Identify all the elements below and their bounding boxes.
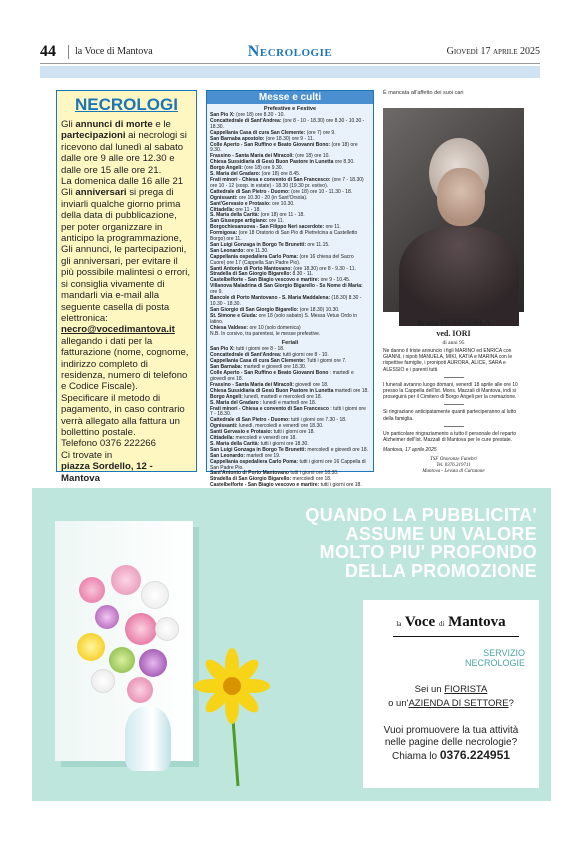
- church-name: Colle Aperto - San Ruffino e Beato Giovanni Bono:: [210, 141, 331, 148]
- ad-promo: [363, 725, 539, 763]
- headline-line: MOLTO PIU' PROFONDO: [319, 542, 537, 562]
- info-phone: Telefono 0376 222266: [61, 438, 156, 450]
- obituary-paragraph: Ne danno il triste annuncio i figli MARINO ed ENRICA con GIANNI, i nipoti MANUELA, MIKI, KATIA e MARINA con le rispettive famiglie, i pronipoti AURORA, ALICE, SARA e ALESSIO e i parenti tutti.: [383, 348, 513, 373]
- flower-green: [109, 647, 135, 673]
- flower-frame: [55, 521, 193, 761]
- text-bold: partecipazioni: [61, 130, 126, 142]
- feriali-subtitle: Feriali: [281, 340, 299, 347]
- mass-times: (ore 18.30) 10.30.: [298, 306, 340, 313]
- info-paragraph-sunday: La domenica dalle 16 alle 21: [61, 176, 184, 188]
- funeral-home-phone: Tel. 0376.319711: [436, 463, 471, 469]
- mass-times: ore 10 (solo domenica): [248, 324, 301, 331]
- ad-card: [363, 600, 539, 788]
- masses-title: Messe e culti: [207, 91, 373, 104]
- church-name: Cattedrale di San Pietro - Duomo:: [210, 188, 290, 195]
- church-name: Formigosa:: [210, 230, 238, 237]
- church-name: San Leonardo:: [210, 247, 246, 254]
- logo-underline: [393, 636, 519, 637]
- obituary-caption: È mancata all'affetto dei suoi cari: [383, 90, 464, 96]
- obituary-notice: [383, 90, 524, 475]
- church-name: Chiesa Sussidiaria di Gesù Buon Pastore in Lunetta: [210, 159, 334, 166]
- newspaper-logo: [363, 614, 539, 631]
- promo-line: nelle pagine delle necrologie?: [384, 737, 518, 748]
- church-name: Bancole di Porto Mantovano - S. Maria Maddalena:: [210, 295, 331, 302]
- church-name: Chiesa Valdese:: [210, 324, 249, 331]
- obituary-paragraph: I funerali avranno luogo domani, venerdì 18 aprile alle ore 10 presso la Cappella dell'Ist. Mons. Mazzali di Mantova, indi si proseguirà per il Cimitero di Borgo Angeli per la cremazione.: [383, 381, 518, 401]
- mass-times: (ore 16 chiesa del Sacro Cuore) ore 17 (Cappella San Padre Pio).: [210, 253, 354, 266]
- church-name: Chiesa Sussidiaria di Gesù Buon Pastore in Lunetta: [210, 387, 334, 394]
- text-bold: annunci di morte: [75, 119, 153, 130]
- mass-times: N.B. In corsivo, tra parentesi, le messe prefestive.: [210, 330, 321, 337]
- mass-times: tutti i giorni ore 18.: [319, 482, 362, 489]
- flower-white: [155, 617, 179, 641]
- church-name: Villanova Maladrina di San Giorgio Bigarello - Ss Nome di Maria:: [210, 283, 363, 290]
- mass-times: tutti giorni ore 8 - 10.: [281, 352, 329, 359]
- logo-la: la: [396, 620, 402, 628]
- church-name: San Barnaba:: [210, 364, 243, 371]
- church-name: Concattedrale di Sant'Andrea:: [210, 352, 282, 359]
- mass-times: tutti i giorni ore 18.30.: [259, 440, 309, 447]
- page-header: [40, 40, 540, 64]
- deceased-age: di anni 95: [442, 340, 465, 346]
- mass-times: martedì ore 19.: [245, 452, 281, 459]
- church-name: S. Maria del Gradaro:: [210, 171, 261, 178]
- mass-times: (ore 18) ore 10.: [293, 153, 330, 160]
- vase: [125, 707, 171, 771]
- church-name: Sant'Gervasio e Protasio:: [210, 200, 271, 207]
- mass-times: lunedì, mercoledì e venerdì ore 18.30.: [237, 423, 324, 430]
- church-name: St. Simone e Giuda:: [210, 312, 258, 319]
- mass-times: mercoledì e giovedì ore 18.: [306, 446, 368, 453]
- feriali-list: [207, 346, 373, 507]
- mass-times: (ore 7) ore 9.: [305, 129, 336, 136]
- mass-times: (ore 18 Oratorio di San Pio di Pietrelcina a Castelletto Borgo) ore 11.: [210, 230, 358, 243]
- mass-times: tutti i giorni ore 18.30.: [288, 470, 339, 477]
- mass-times: (ore 18) ore 8.45.: [260, 171, 301, 178]
- church-name: Cappellania ospedaliera Carlo Poma:: [210, 253, 299, 260]
- church-name: Castelbelforte - San Biagio vescovo e martire:: [210, 277, 320, 284]
- mass-times: martedì e giovedì ore 18.30.: [242, 364, 307, 371]
- mass-times: tutti i giorni ore 18.: [272, 429, 315, 436]
- text-underlined: FIORISTA: [444, 684, 488, 695]
- mass-times: (ore 18) ore 9.30.: [242, 165, 283, 172]
- church-name: Ognissanti:: [210, 423, 238, 430]
- info-paragraph-billing: allegando i dati per la fatturazione (nome, cognome, indirizzo completo di residenza, numero di telefono e Codice Fiscale).: [61, 335, 189, 393]
- mass-times: : martedì e giovedì ore 18.: [210, 370, 354, 382]
- church-name: Concattedrale di Sant'Andrea:: [210, 117, 282, 124]
- text-fragment: Gli: [61, 119, 76, 130]
- obituary-paragraph: Si ringraziano anticipatamente quanti parteciperanno al lutto della famiglia.: [383, 409, 517, 422]
- church-name: Stradella di San Giorgio Bigarello:: [210, 271, 292, 278]
- header-divider: [68, 45, 69, 59]
- text-underlined: AZIENDA DI SETTORE: [408, 698, 509, 709]
- divider: [444, 404, 464, 405]
- church-name: San Giuseppe artigiano:: [210, 218, 268, 225]
- festive-subtitle: Prefestive e Festive: [263, 106, 317, 112]
- church-name: Frassino - Santa Maria dei Miracoli:: [210, 153, 294, 160]
- address-bold: piazza Sordello, 12 - Mantova: [61, 461, 153, 484]
- service-label: [465, 648, 525, 668]
- text-bold: anniversari: [75, 187, 127, 199]
- photo-shoulders: [399, 226, 519, 326]
- mass-times: (ore 18) ore 8.30 - 10.: [234, 112, 285, 118]
- deceased-name: Bruna SGANZERLA: [416, 318, 491, 327]
- mass-times: tutti i giorni ore 7.30 - 18.: [289, 417, 347, 424]
- mass-times: (ore 18) ore 10 - 11.30 - 18.: [289, 188, 353, 195]
- advertisement: [32, 488, 551, 801]
- mass-times: giovedì ore 18.: [293, 381, 329, 388]
- mass-times: ore 11 - 18.: [234, 206, 261, 213]
- photo-face: [437, 168, 485, 226]
- mass-times: (18.30) 8.30 - 10.30 - 18.30.: [210, 295, 362, 307]
- church-name: Borgochiesanuova - San Filippo Neri sacerdote:: [210, 224, 325, 231]
- funeral-home-name: TSF Onoranze Funebri: [430, 457, 477, 463]
- text-fragment: ai necrologi si ricevono dal lunedì al sabato dalle ore 9 alle ore 12.30 e dalle ore 15 alle ore 21.: [61, 130, 187, 176]
- deceased-photo: [383, 108, 524, 312]
- church-name: Frati minori - Chiesa e convento di San Francesco:: [210, 176, 331, 183]
- promo-call-line: [363, 749, 539, 763]
- info-paragraph-anniversary: [61, 187, 192, 244]
- mass-times: (ore 8 - 10 - 18.30) ore 8.30 - 10.30 - 18.30.: [210, 117, 365, 130]
- flower-white: [91, 669, 115, 693]
- church-name: San Giorgio di San Giorgio Bigarello:: [210, 306, 299, 313]
- masses-column: [206, 90, 374, 489]
- church-name: Cappellania ospedaliera Carlo Poma:: [210, 458, 299, 465]
- mass-times: tutti i giorni ore 16 Cappella di San Padre Pio.: [210, 458, 366, 471]
- headline-line: DELLA PROMOZIONE: [344, 560, 537, 581]
- issue-date: Giovedì 17 aprile 2025: [446, 46, 540, 57]
- header-stripe: [40, 66, 540, 78]
- info-paragraph-email: Gli annunci, le partecipazioni, gli anniversari, per evitare il più possibile malintesi o errori, si consiglia vivamente di mandarli via e-mail alla seguente casella di posta elettronica:: [61, 244, 191, 324]
- text-fragment: Chiama lo: [392, 751, 440, 762]
- publication-name: la Voce di Mantova: [75, 46, 153, 57]
- headline-line: QUANDO LA PUBBLICITA': [305, 505, 537, 525]
- church-name: S. Maria della Carità:: [210, 440, 260, 447]
- obituary-text: [383, 348, 524, 475]
- necrologi-info-box: [56, 90, 197, 484]
- mass-times: Tutti i giorni ore 7.: [305, 358, 347, 365]
- info-paragraph-hours: [61, 119, 192, 176]
- flower-pink: [125, 613, 157, 645]
- text-fragment: Sei un: [414, 684, 445, 695]
- flower-white: [141, 581, 169, 609]
- mass-times: ore 11.30.: [245, 247, 269, 254]
- flower-purple: [95, 605, 119, 629]
- ad-phone-number[interactable]: 0376.224951: [439, 748, 510, 762]
- mass-times: ore 18 (solo sabato) S. Messa Vetus Ordo in latino.: [210, 312, 358, 325]
- church-name: Borgo Angeli:: [210, 393, 243, 400]
- mass-times: ore 11.: [324, 224, 341, 231]
- ad-question-florist: [363, 684, 539, 695]
- flower-pink: [79, 577, 105, 603]
- mass-times: ore 9.: [210, 289, 223, 296]
- divider: [444, 426, 464, 427]
- church-name: San Barnaba apostolo:: [210, 135, 265, 142]
- funeral-home-sign: [383, 457, 524, 475]
- mass-times: (ore 18) ore 11 - 18.: [259, 212, 305, 219]
- text-fragment: Gli: [61, 187, 76, 199]
- obituary-paragraph: Un particolare ringraziamento a tutto il personale del reparto Alzheimer dell'Ist. Mazzali di Mantova per le cure prestate.: [383, 430, 517, 444]
- text-fragment: si prega di inviarli qualche giorno prima della data di pubblicazione, per poter organizzare in anticipo la programmazione,: [61, 187, 182, 245]
- church-name: S. Maria del Gradaro :: [210, 399, 262, 406]
- section-title: Necrologie: [247, 42, 333, 60]
- necrologi-title: NECROLOGI: [75, 95, 178, 114]
- funeral-home-location: Mantova - Levata di Curtatone: [422, 469, 485, 475]
- church-name: Frassino - Santa Maria dei Miracoli:: [210, 381, 294, 388]
- mass-times: (ore 18) ore 9.30.: [210, 141, 358, 154]
- flower-purple: [139, 649, 167, 677]
- church-name: San Pio X:: [210, 346, 235, 353]
- info-address: [61, 461, 192, 484]
- flower-pink: [111, 565, 141, 595]
- mass-times: martedì ore 18.: [333, 387, 369, 394]
- church-name: San Luigi Gonzaga in Borgo Te Brunetti:: [210, 241, 307, 248]
- mass-times: : tutti i giorni ore 7 - 18.30.: [210, 405, 366, 418]
- divider: [444, 377, 464, 378]
- deceased-married-name: ved. IORI: [436, 329, 471, 338]
- church-name: Borgo Angeli:: [210, 165, 243, 172]
- church-name: Stradella di San Giorgio Bigarello:: [210, 476, 292, 483]
- church-name: San Pio X:: [210, 112, 235, 118]
- church-name: Santi Antonio di Porto Mantovano:: [210, 265, 293, 272]
- obituary-date: Mantova, 17 aprile 2025: [383, 447, 437, 454]
- mass-times: lunedì, martedì e mercoledì ore 18.: [242, 393, 323, 400]
- church-name: Santi Gervasio e Protasio:: [210, 429, 273, 436]
- info-paragraph-payment: Specificare il metodo di pagamento, in caso contrario verrà allegato alla fattura un bollettino postale.: [61, 392, 185, 438]
- mass-times: ore 11.: [267, 218, 285, 225]
- mass-times: lunedì e martedì ore 18.: [261, 399, 317, 406]
- church-name: San Leonardo:: [210, 452, 246, 459]
- page-number: 44: [40, 42, 56, 60]
- festive-list: [207, 112, 373, 338]
- headline-line: ASSUME UN VALORE: [345, 523, 537, 544]
- mass-times: mercoledì e venerdì ore 18.: [234, 435, 297, 442]
- yellow-daisy-icon: [190, 646, 274, 786]
- church-name: Colle Aperto - San Ruffino e Beato Giovanni Bono: [210, 370, 329, 377]
- service-line: SERVIZIO: [483, 648, 525, 658]
- flower-yellow: [77, 633, 105, 661]
- church-name: Sant'Antonio di Porto Mantovano: [210, 470, 289, 477]
- mass-times: 8.30 - 11.: [291, 271, 314, 278]
- mass-times: ore 8.30.: [333, 159, 355, 166]
- church-name: Cappellania Casa di cura San Clemente:: [210, 358, 306, 365]
- ad-question-company: [363, 698, 539, 709]
- mass-times: ore 9 - 10.45.: [319, 277, 351, 284]
- church-name: San Luigi Gonzaga in Borgo Te Brunetti:: [210, 446, 307, 453]
- logo-mantova: Mantova: [448, 614, 506, 630]
- text-fragment: ?: [508, 698, 514, 709]
- church-name: Ognissanti:: [210, 194, 238, 201]
- email-link[interactable]: necro@vocedimantova.it: [61, 324, 175, 336]
- text-fragment: e le: [152, 119, 171, 130]
- mass-times: ore 11.15.: [306, 241, 330, 248]
- promo-line: Vuoi promuovere la tua attività: [383, 725, 519, 736]
- church-name: Cittadella:: [210, 435, 235, 442]
- mass-times: ore 10.30.: [270, 200, 295, 207]
- mass-times: mercoledì ore 18.: [291, 476, 332, 483]
- text-fragment: o un': [388, 698, 409, 709]
- mass-times: (ore 7 - 18.30) ore 10 - 12 (sosp. in estate) - 18.30 (19.30 pr. estivo).: [210, 176, 364, 189]
- logo-voce: Voce: [404, 614, 436, 630]
- church-name: Cattedrale di San Pietro - Duomo:: [210, 417, 290, 424]
- mass-times: ore 10.30 - 20 (in Sant'Orsola).: [237, 194, 308, 201]
- service-line: NECROLOGIE: [464, 658, 525, 668]
- logo-di: di: [438, 620, 445, 628]
- mass-times: (ore 18.30) ore 9 - 11.: [264, 135, 315, 142]
- mass-times: (ore 18.30) ore 8 - 9.30 - 11.: [292, 265, 356, 272]
- info-find-us: Ci trovate in: [61, 449, 113, 461]
- church-name: Frati minori - Chiesa e convento di San Francesco: [210, 405, 329, 412]
- church-name: Cittadella:: [210, 206, 235, 213]
- mass-times: tutti i giorni ore 8 - 18.: [234, 346, 285, 353]
- mass-schedule-entry: [210, 332, 370, 338]
- church-name: Cappellania Casa di cura San Clemente:: [210, 129, 306, 136]
- flower-pink: [127, 677, 153, 703]
- church-name: S. Maria della Carità:: [210, 212, 260, 219]
- church-name: Castelbelforte - San Biagio vescovo e martire:: [210, 482, 320, 489]
- ad-headline: [287, 506, 537, 580]
